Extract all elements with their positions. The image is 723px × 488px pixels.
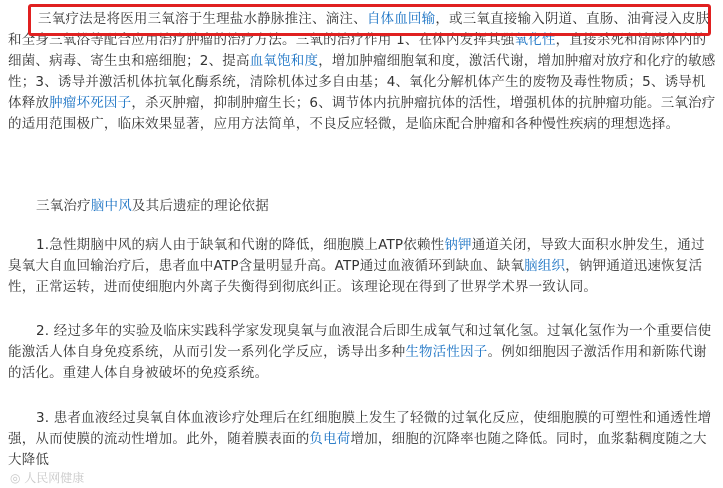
- link-autologous-blood[interactable]: 自体血回输: [366, 11, 436, 27]
- link-brain-tissue[interactable]: 脑组织: [524, 258, 566, 274]
- point-1-paragraph: [8, 235, 716, 298]
- point1-text-1: 1.急性期脑中风的病人由于缺氧和代谢的降低，细胞膜上ATP依赖性: [36, 237, 445, 253]
- link-stroke[interactable]: 脑中风: [90, 198, 132, 214]
- section-heading: [8, 196, 716, 217]
- intro-text-2: ，或三氧直接输入阴道、直肠、油膏浸入皮肤和全身三氧浴等配合应用治疗肿瘤的治疗方法。三氧的治疗作用 1、在体内发挥其强: [8, 11, 710, 48]
- point-3-paragraph: [8, 408, 716, 471]
- point1-text-3: ，钠钾通道迅速恢复活性，正常运转，进而使细胞内外离子失衡得到彻底纠正。该理论现在得到了世界学术界一致认同。: [8, 258, 703, 295]
- heading-text-before: 三氧治疗: [36, 198, 91, 214]
- watermark: [10, 469, 84, 486]
- intro-text-3: ，直接杀死和清除体内的细菌、病毒、寄生虫和癌细胞；2、提高: [8, 32, 707, 69]
- intro-text-5: ，杀灭肿瘤，抑制肿瘤生长；6、调节体内抗肿瘤抗体的活性，增强机体的抗肿瘤功能。三氧治疗的适用范围极广，临床效果显著，应用方法简单，不良反应轻微，是临床配合肿瘤和各种慢性疾病的理想选择。: [8, 95, 716, 132]
- link-oxidation[interactable]: 氧化性: [514, 32, 556, 48]
- link-negative-charge[interactable]: 负电荷: [309, 431, 351, 447]
- point1-text-2: 通道关闭，导致大面积水肿发生，通过臭氧大自血回输治疗后，患者血中ATP含量明显升高。ATP通过血液循环到缺血、缺氧: [8, 237, 705, 274]
- watermark-text: 人民网健康: [24, 471, 85, 485]
- intro-text-4: ，增加肿瘤细胞氧和度，激活代谢，增加肿瘤对放疗和化疗的敏感性；3、诱导并激活机体抗氧化酶系统，清除机体过多自由基；4、氧化分解机体产生的废物及毒性物质；5、诱导机体释放: [8, 53, 716, 111]
- intro-text-1: 三氧疗法是将医用三氧溶于生理盐水静脉推注、滴注、: [38, 11, 367, 27]
- link-tnf[interactable]: 肿瘤坏死因子: [49, 95, 132, 111]
- intro-paragraph: [8, 9, 716, 135]
- watermark-logo-icon: ◎: [10, 471, 25, 485]
- point2-text-2: 。例如细胞因子激活作用和新陈代谢的活化。重建人体自身被破坏的免疫系统。: [8, 344, 707, 381]
- point3-text-1: 3. 患者血液经过臭氧自体血液诊疗处理后在红细胞膜上发生了轻微的过氧化反应，使细胞膜的可塑性和通透性增强，从而使膜的流动性增加。此外，随着膜表面的: [8, 410, 712, 447]
- point3-text-2: 增加，细胞的沉降率也随之降低。同时，血浆黏稠度随之大大降低: [8, 431, 707, 468]
- heading-text-after: 及其后遗症的理论依据: [131, 198, 269, 214]
- point2-text-1: 2. 经过多年的实验及临床实践科学家发现臭氧与血液混合后即生成氧气和过氧化氢。过氧化氢作为一个重要信使能激活人体自身免疫系统，从而引发一系列化学反应，诱导出多种: [8, 323, 712, 360]
- point-2-paragraph: [8, 321, 716, 384]
- link-bioactive-factor[interactable]: 生物活性因子: [405, 344, 488, 360]
- link-sodium-potassium[interactable]: 钠钾: [444, 237, 472, 253]
- link-blood-oxygen[interactable]: 血氧饱和度: [249, 53, 319, 69]
